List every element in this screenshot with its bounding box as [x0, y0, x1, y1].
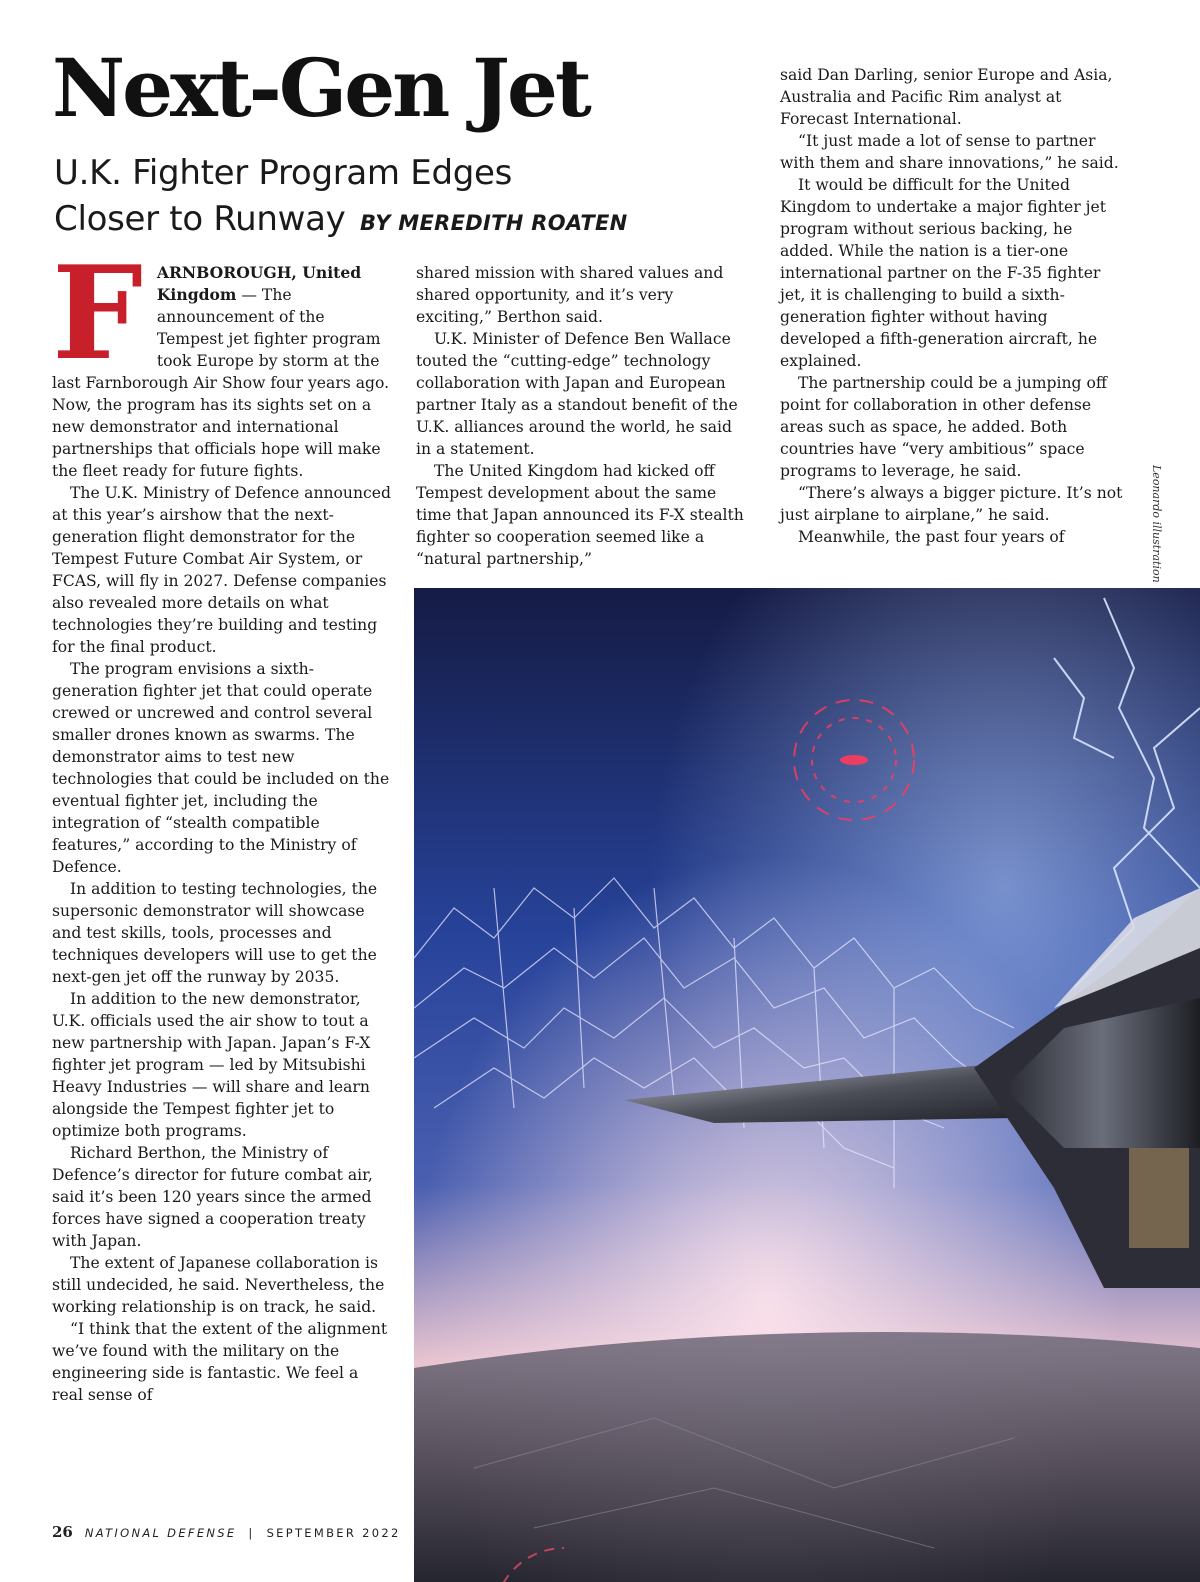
- paragraph: The program envisions a sixth-generation fighter jet that could operate crewed or uncrewed and control several smaller drones known as swarms. The demonstrator aims to test new technologies that could be included on the eventual fighter jet, including the integration of “stealth compatible features,” according to the Ministry of Defence.: [52, 660, 390, 876]
- paragraph: “It just made a lot of sense to partner with them and share innovations,” he said.: [780, 132, 1119, 172]
- issue-date: SEPTEMBER 2022: [266, 1526, 401, 1540]
- paragraph: The U.K. Ministry of Defence announced at this year’s airshow that the next-generation flight demonstrator for the Tempest Future Combat Air System, or FCAS, will fly in 2027. Defense companies also revealed more details on what technologies they’re building and testing for the final product.: [52, 484, 391, 656]
- article-column-3: [780, 64, 1125, 548]
- headline: Next-Gen Jet: [52, 41, 589, 135]
- lead-paragraph: [52, 239, 392, 482]
- page-number: 26: [52, 1523, 73, 1541]
- deck: [54, 150, 628, 246]
- paragraph: The partnership could be a jumping off point for collaboration in other defense areas such as space, he added. Both countries have “very ambitious” space programs to leverage, he said.: [780, 374, 1107, 480]
- paragraph: Richard Berthon, the Ministry of Defence’s director for future combat air, said it’s been 120 years since the armed forces have signed a cooperation treaty with Japan.: [52, 1144, 373, 1250]
- jet-illustration: [414, 588, 1200, 1582]
- photo-credit: Leonardo illustration: [1150, 465, 1163, 583]
- lead-paragraph-text: — The announcement of the Tempest jet fighter program took Europe by storm at the last Farnborough Air Show four years ago. Now, the program has its sights set on a new demonstrator and international partnerships that officials hope will make the fleet ready for future fights.: [52, 286, 390, 480]
- paragraph: Meanwhile, the past four years of: [798, 528, 1065, 546]
- drop-cap: F: [52, 239, 143, 389]
- paragraph: In addition to the new demonstrator, U.K. officials used the air show to tout a new partnership with Japan. Japan’s F-X fighter jet program — led by Mitsubishi Heavy Industries — will share and learn alongside the Tempest fighter jet to optimize both programs.: [52, 990, 371, 1140]
- article-column-2: [416, 262, 746, 570]
- publication-name: NATIONAL DEFENSE: [84, 1526, 237, 1540]
- paragraph: “I think that the extent of the alignment we’ve found with the military on the engineering side is fantastic. We feel a real sense of: [52, 1320, 388, 1404]
- byline: BY MEREDITH ROATEN: [360, 211, 628, 235]
- paragraph: shared mission with shared values and shared opportunity, and it’s very exciting,” Berthon said.: [416, 264, 724, 326]
- paragraph: It would be difficult for the United Kingdom to undertake a major fighter jet program without serious backing, he added. While the nation is a tier-one international partner on the F-35 fighter jet, it is challenging to build a sixth-generation fighter without having developed a fifth-generation aircraft, he explained.: [780, 176, 1106, 370]
- paragraph: The United Kingdom had kicked off Tempest development about the same time that Japan announced its F-X stealth fighter so cooperation seemed like a “natural partnership,”: [416, 462, 744, 568]
- illustration-artwork: [414, 588, 1200, 1582]
- paragraph: said Dan Darling, senior Europe and Asia, Australia and Pacific Rim analyst at Forecast International.: [780, 66, 1113, 128]
- article-column-1: [52, 239, 392, 1406]
- deck-line-2: Closer to Runway: [54, 199, 346, 239]
- page-footer: [52, 1523, 401, 1541]
- dateline: ARNBOROUGH, United Kingdom: [156, 263, 362, 304]
- paragraph: In addition to testing technologies, the supersonic demonstrator will showcase and test skills, tools, processes and techniques developers will use to get the next-gen jet off the runway by 2035.: [52, 880, 378, 986]
- deck-line-1: U.K. Fighter Program Edges: [54, 153, 513, 193]
- paragraph: U.K. Minister of Defence Ben Wallace touted the “cutting-edge” technology collaboration with Japan and European partner Italy as a standout benefit of the U.K. alliances around the world, he said in a statement.: [416, 330, 738, 458]
- footer-separator: |: [248, 1526, 255, 1540]
- paragraph: “There’s always a bigger picture. It’s not just airplane to airplane,” he said.: [780, 484, 1123, 524]
- paragraph: The extent of Japanese collaboration is still undecided, he said. Nevertheless, the working relationship is on track, he said.: [52, 1254, 385, 1316]
